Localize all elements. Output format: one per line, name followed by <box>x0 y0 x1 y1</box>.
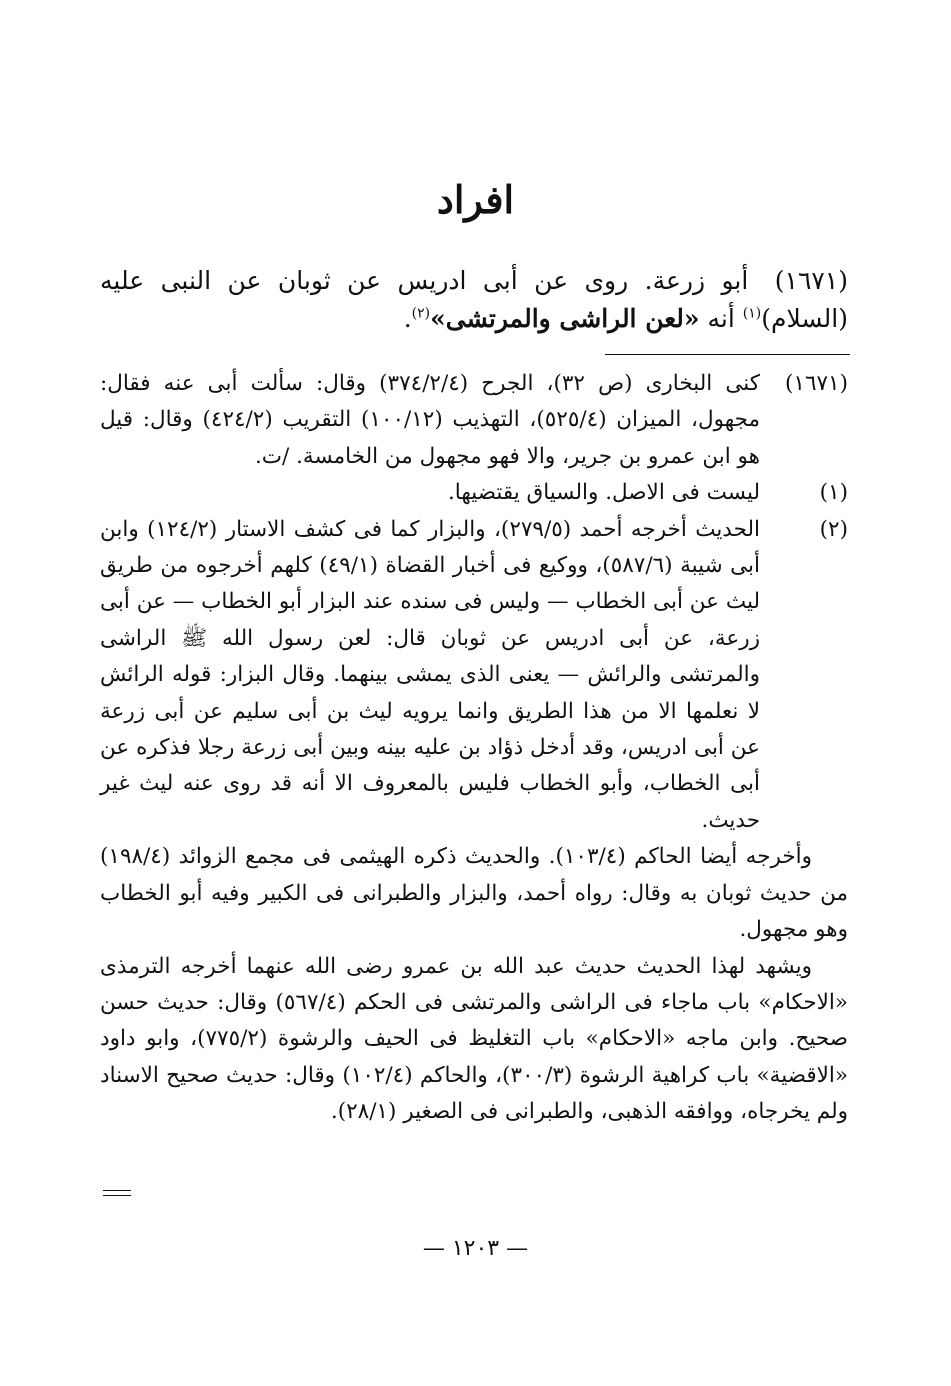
entry-text-a: أبو زرعة. روى عن أبى ادريس عن ثوبان عن النبى عليه (السلام) <box>100 266 848 333</box>
page-number: — ١٢٠٣ — <box>422 1236 529 1261</box>
continuation-mark <box>103 1190 131 1196</box>
entry-quote: «لعن الراشى والمرتشى» <box>430 304 700 333</box>
entry-text-c: . <box>403 304 412 333</box>
footnote-paragraph: وأخرجه أيضا الحاكم (١٠٣/٤). والحديث ذكره الهيثمى فى مجمع الزوائد (١٩٨/٤) من حديث ثوبان به وقال: رواه أحمد، والبزار والطبرانى فى الكبير وفيه أبو الخطاب وهو مجهول. <box>100 844 848 943</box>
footnote-1 <box>100 475 848 511</box>
footnote-2 <box>100 512 848 840</box>
footnote-separator <box>605 354 850 355</box>
footnote-entry <box>100 366 848 475</box>
footnote-ref-1: (١) <box>742 305 762 322</box>
entry-number: (١٦٧١) <box>774 266 848 295</box>
footnote-ref-2: (٢) <box>411 305 431 322</box>
section-title: افراد <box>436 177 515 222</box>
main-entry <box>100 262 848 338</box>
footnote-label: (١٦٧١) <box>785 371 848 396</box>
footnote-label: (١) <box>819 480 848 506</box>
footnote-text: الحديث أخرجه أحمد (٢٧٩/٥)، والبزار كما فى كشف الاستار (١٢٤/٢) وابن أبى شيبة (٥٨٧/٦)، ووكيع فى أخبار القضاة (٤٩/١) كلهم أخرجوه من طريق ليث عن أبى الخطاب — وليس فى سنده عند البزار أبو الخطاب — عن أبى زرعة، عن أبى ادريس عن ثوبان قال: لعن رسول الله ﷺ الراشى والمرتشى والرائش — يعنى الذى يمشى بينهما. وقال البزار: قوله الرائش لا نعلمها الا من هذا الطريق وانما يرويه ليث بن أبى سليم عن أبى زرعة عن أبى ادريس، وقد أدخل ذؤاد بن عليه بينه وبين أبى زرعة رجلا فذكره عن أبى الخطاب، وأبو الخطاب فليس بالمعروف الا أنه قد روى عنه ليث غير حديث. <box>100 516 761 833</box>
entry-text-b: أنه <box>699 304 743 333</box>
footnotes <box>100 366 848 1131</box>
footnote-text: ليست فى الاصل. والسياق يقتضيها. <box>447 480 760 506</box>
footnote-label: (٢) <box>819 516 848 542</box>
footnote-text: كنى البخارى (ص ٣٢)، الجرح (٣٧٤/٢/٤) وقال: سألت أبى عنه فقال: مجهول، الميزان (٥٢٥/٤)، التهذيب (١٠٠/١٢) التقريب (٤٢٤/٢) وقال: قيل هو ابن عمرو بن جرير، والا فهو مجهول من الخامسة. /ت. <box>100 371 760 469</box>
footnote-paragraph: ويشهد لهذا الحديث حديث عبد الله بن عمرو رضى الله عنهما أخرجه الترمذى «الاحكام» باب ماجاء فى الراشى والمرتشى فى الحكم (٥٦٧/٤) وقال: حديث حسن صحيح. وابن ماجه «الاحكام» باب التغليظ فى الحيف والرشوة (٧٧٥/٢)، وابو داود «الاقضية» باب كراهية الرشوة (٣٠٠/٣)، والحاكم (١٠٢/٤) وقال: حديث صحيح الاسناد ولم يخرجاه، ووافقه الذهبى، والطبرانى فى الصغير (٢٨/١). <box>100 953 848 1125</box>
